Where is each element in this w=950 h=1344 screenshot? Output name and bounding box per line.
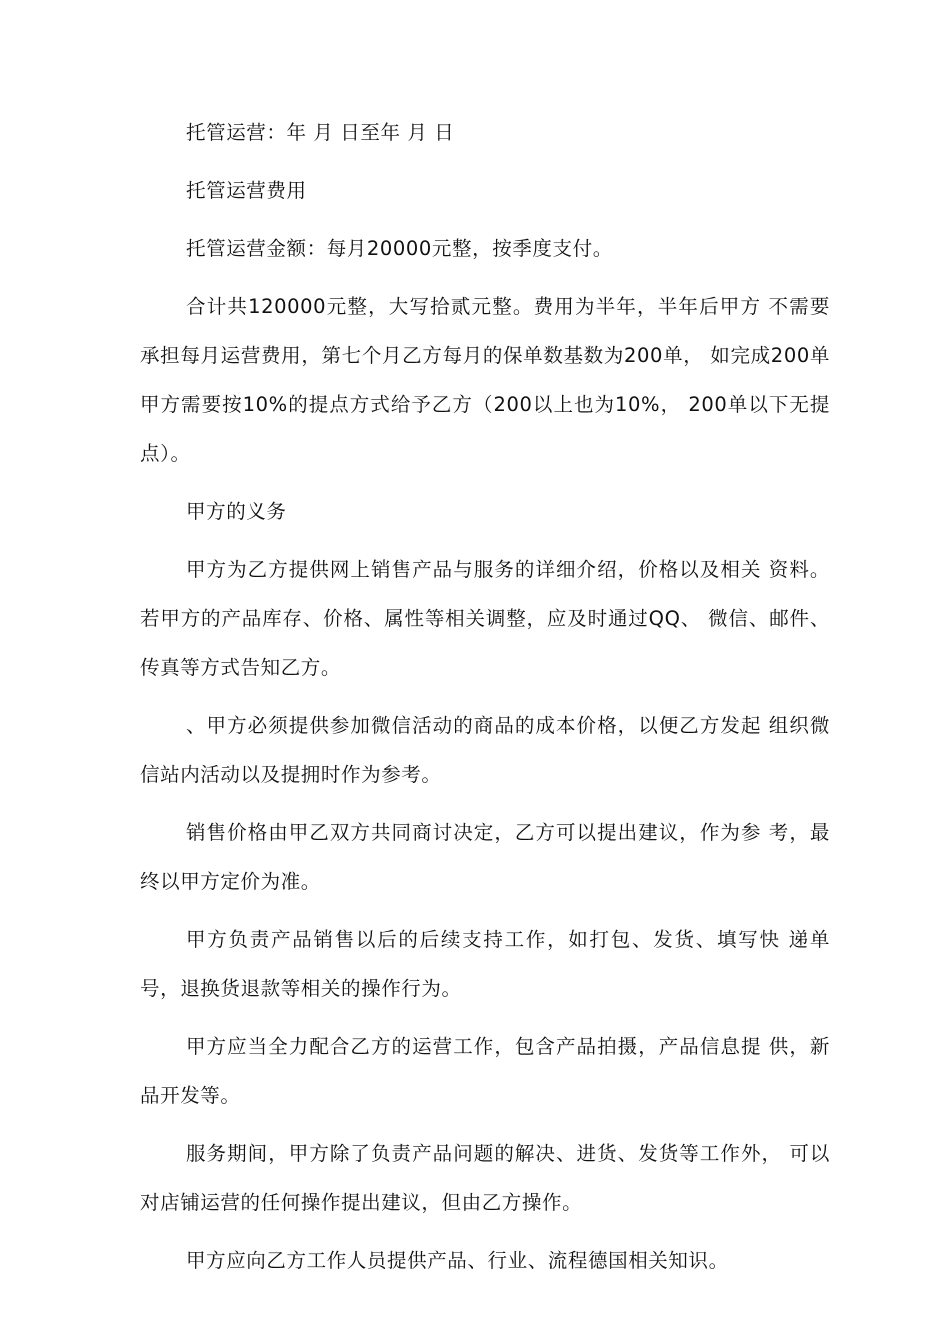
document-page (140, 108, 830, 1294)
obligation-paragraph-pricing: 销售价格由甲乙双方共同商讨决定，乙方可以提出建议，作为参 考，最终以甲方定价为准。 (140, 821, 830, 893)
section-heading-party-a-obligations: 甲方的义务 (186, 500, 287, 523)
obligation-paragraph-service-period: 服务期间，甲方除了负责产品问题的解决、进货、发货等工作外， 可以对店铺运营的任何操作提出建议，但由乙方操作。 (140, 1142, 830, 1214)
hosting-amount-paragraph: 托管运营金额：每月20000元整，按季度支付。 (186, 237, 613, 260)
section-heading-hosting-fee: 托管运营费用 (186, 179, 307, 202)
obligation-paragraph-after-sales: 甲方负责产品销售以后的后续支持工作，如打包、发货、填写快 递单号，退换货退款等相关的操作行为。 (140, 928, 830, 1000)
total-fee-paragraph: 合计共120000元整，大写拾贰元整。费用为半年，半年后甲方 不需要承担每月运营费用，第七个月乙方每月的保单数基数为200单， 如完成200单甲方需要按10%的提点方式给予乙方（200以上也为10%， 200单以下无提点）。 (140, 295, 830, 465)
obligation-paragraph-product-info: 甲方为乙方提供网上销售产品与服务的详细介绍，价格以及相关 资料。若甲方的产品库存、价格、属性等相关调整，应及时通过QQ、 微信、邮件、传真等方式告知乙方。 (140, 558, 830, 679)
obligation-paragraph-cost-price: 、甲方必须提供参加微信活动的商品的成本价格，以便乙方发起 组织微信站内活动以及提拥时作为参考。 (140, 714, 830, 786)
hosting-period-line: 托管运营：年 月 日至年 月 日 (186, 121, 455, 144)
obligation-paragraph-knowledge: 甲方应向乙方工作人员提供产品、行业、流程德国相关知识。 (186, 1249, 729, 1272)
obligation-paragraph-cooperation: 甲方应当全力配合乙方的运营工作，包含产品拍摄，产品信息提 供，新品开发等。 (140, 1035, 830, 1107)
